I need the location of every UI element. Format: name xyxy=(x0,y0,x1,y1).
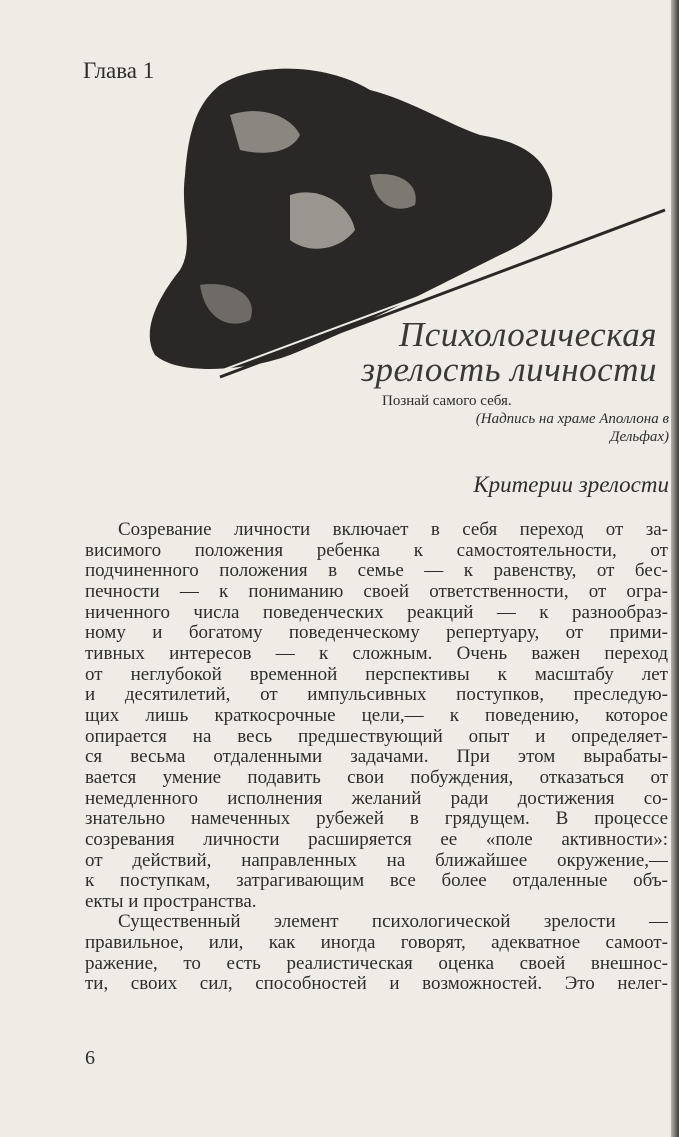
chapter-title-line1: Психологическая xyxy=(398,315,657,354)
chapter-title-line2: зрелость личности xyxy=(361,350,657,389)
text-line: знательно намеченных рубежей в грядущем. В процессе xyxy=(85,809,668,830)
epigraph-quote: Познай самого себя. xyxy=(382,393,512,409)
text-line: от неглубокой временной перспективы к масштабу лет xyxy=(85,664,668,685)
text-line: ти, своих сил, способностей и возможностей. Это нелег- xyxy=(85,974,668,995)
text-line: немедленного исполнения желаний ради достижения со- xyxy=(85,788,668,809)
text-line: подчиненного положения в семье — к равенству, от бес- xyxy=(85,561,668,582)
text-line: и десятилетий, от импульсивных поступков, преследую- xyxy=(85,685,668,706)
text-line: от действий, направленных на ближайшее окружение,— xyxy=(85,850,668,871)
text-line: созревания личности расширяется ее «поле активности»: xyxy=(85,829,668,850)
text-line: к поступкам, затрагивающим все более отдаленные объ- xyxy=(85,871,668,892)
text-line: щих лишь краткосрочные цели,— к поведению, которое xyxy=(85,705,668,726)
text-line: ся весьма отдаленными задачами. При этом вырабаты- xyxy=(85,747,668,768)
text-line: печности — к пониманию своей ответственности, от огра- xyxy=(85,581,668,602)
text-line: тивных интересов — к сложным. Очень важен переход xyxy=(85,643,668,664)
body-text xyxy=(85,520,668,995)
epigraph-source: Дельфах) xyxy=(610,429,669,445)
text-line: екты и пространства. xyxy=(85,891,257,912)
text-line: ниченного числа поведенческих реакций — к разнообраз- xyxy=(85,602,668,623)
text-line: опирается на весь предшествующий опыт и определяет- xyxy=(85,726,668,747)
page-edge-shadow xyxy=(671,0,679,1137)
text-line: Существенный элемент психологической зрелости — xyxy=(118,912,668,933)
text-line: вается умение подавить свои побуждения, отказаться от xyxy=(85,767,668,788)
epigraph-source: (Надпись на храме Аполлона в xyxy=(475,411,669,427)
section-heading: Критерии зрелости xyxy=(473,472,669,497)
chapter-label: Глава 1 xyxy=(83,58,155,83)
text-line: ражение, то есть реалистическая оценка своей внешнос- xyxy=(85,953,668,974)
page-number: 6 xyxy=(85,1047,95,1069)
text-line: правильное, или, как иногда говорят, адекватное самоот- xyxy=(85,933,668,954)
text-line: висимого положения ребенка к самостоятельности, от xyxy=(85,540,668,561)
text-line: ному и богатому поведенческому репертуару, от прими- xyxy=(85,623,668,644)
text-line: Созревание личности включает в себя переход от за- xyxy=(118,520,668,540)
